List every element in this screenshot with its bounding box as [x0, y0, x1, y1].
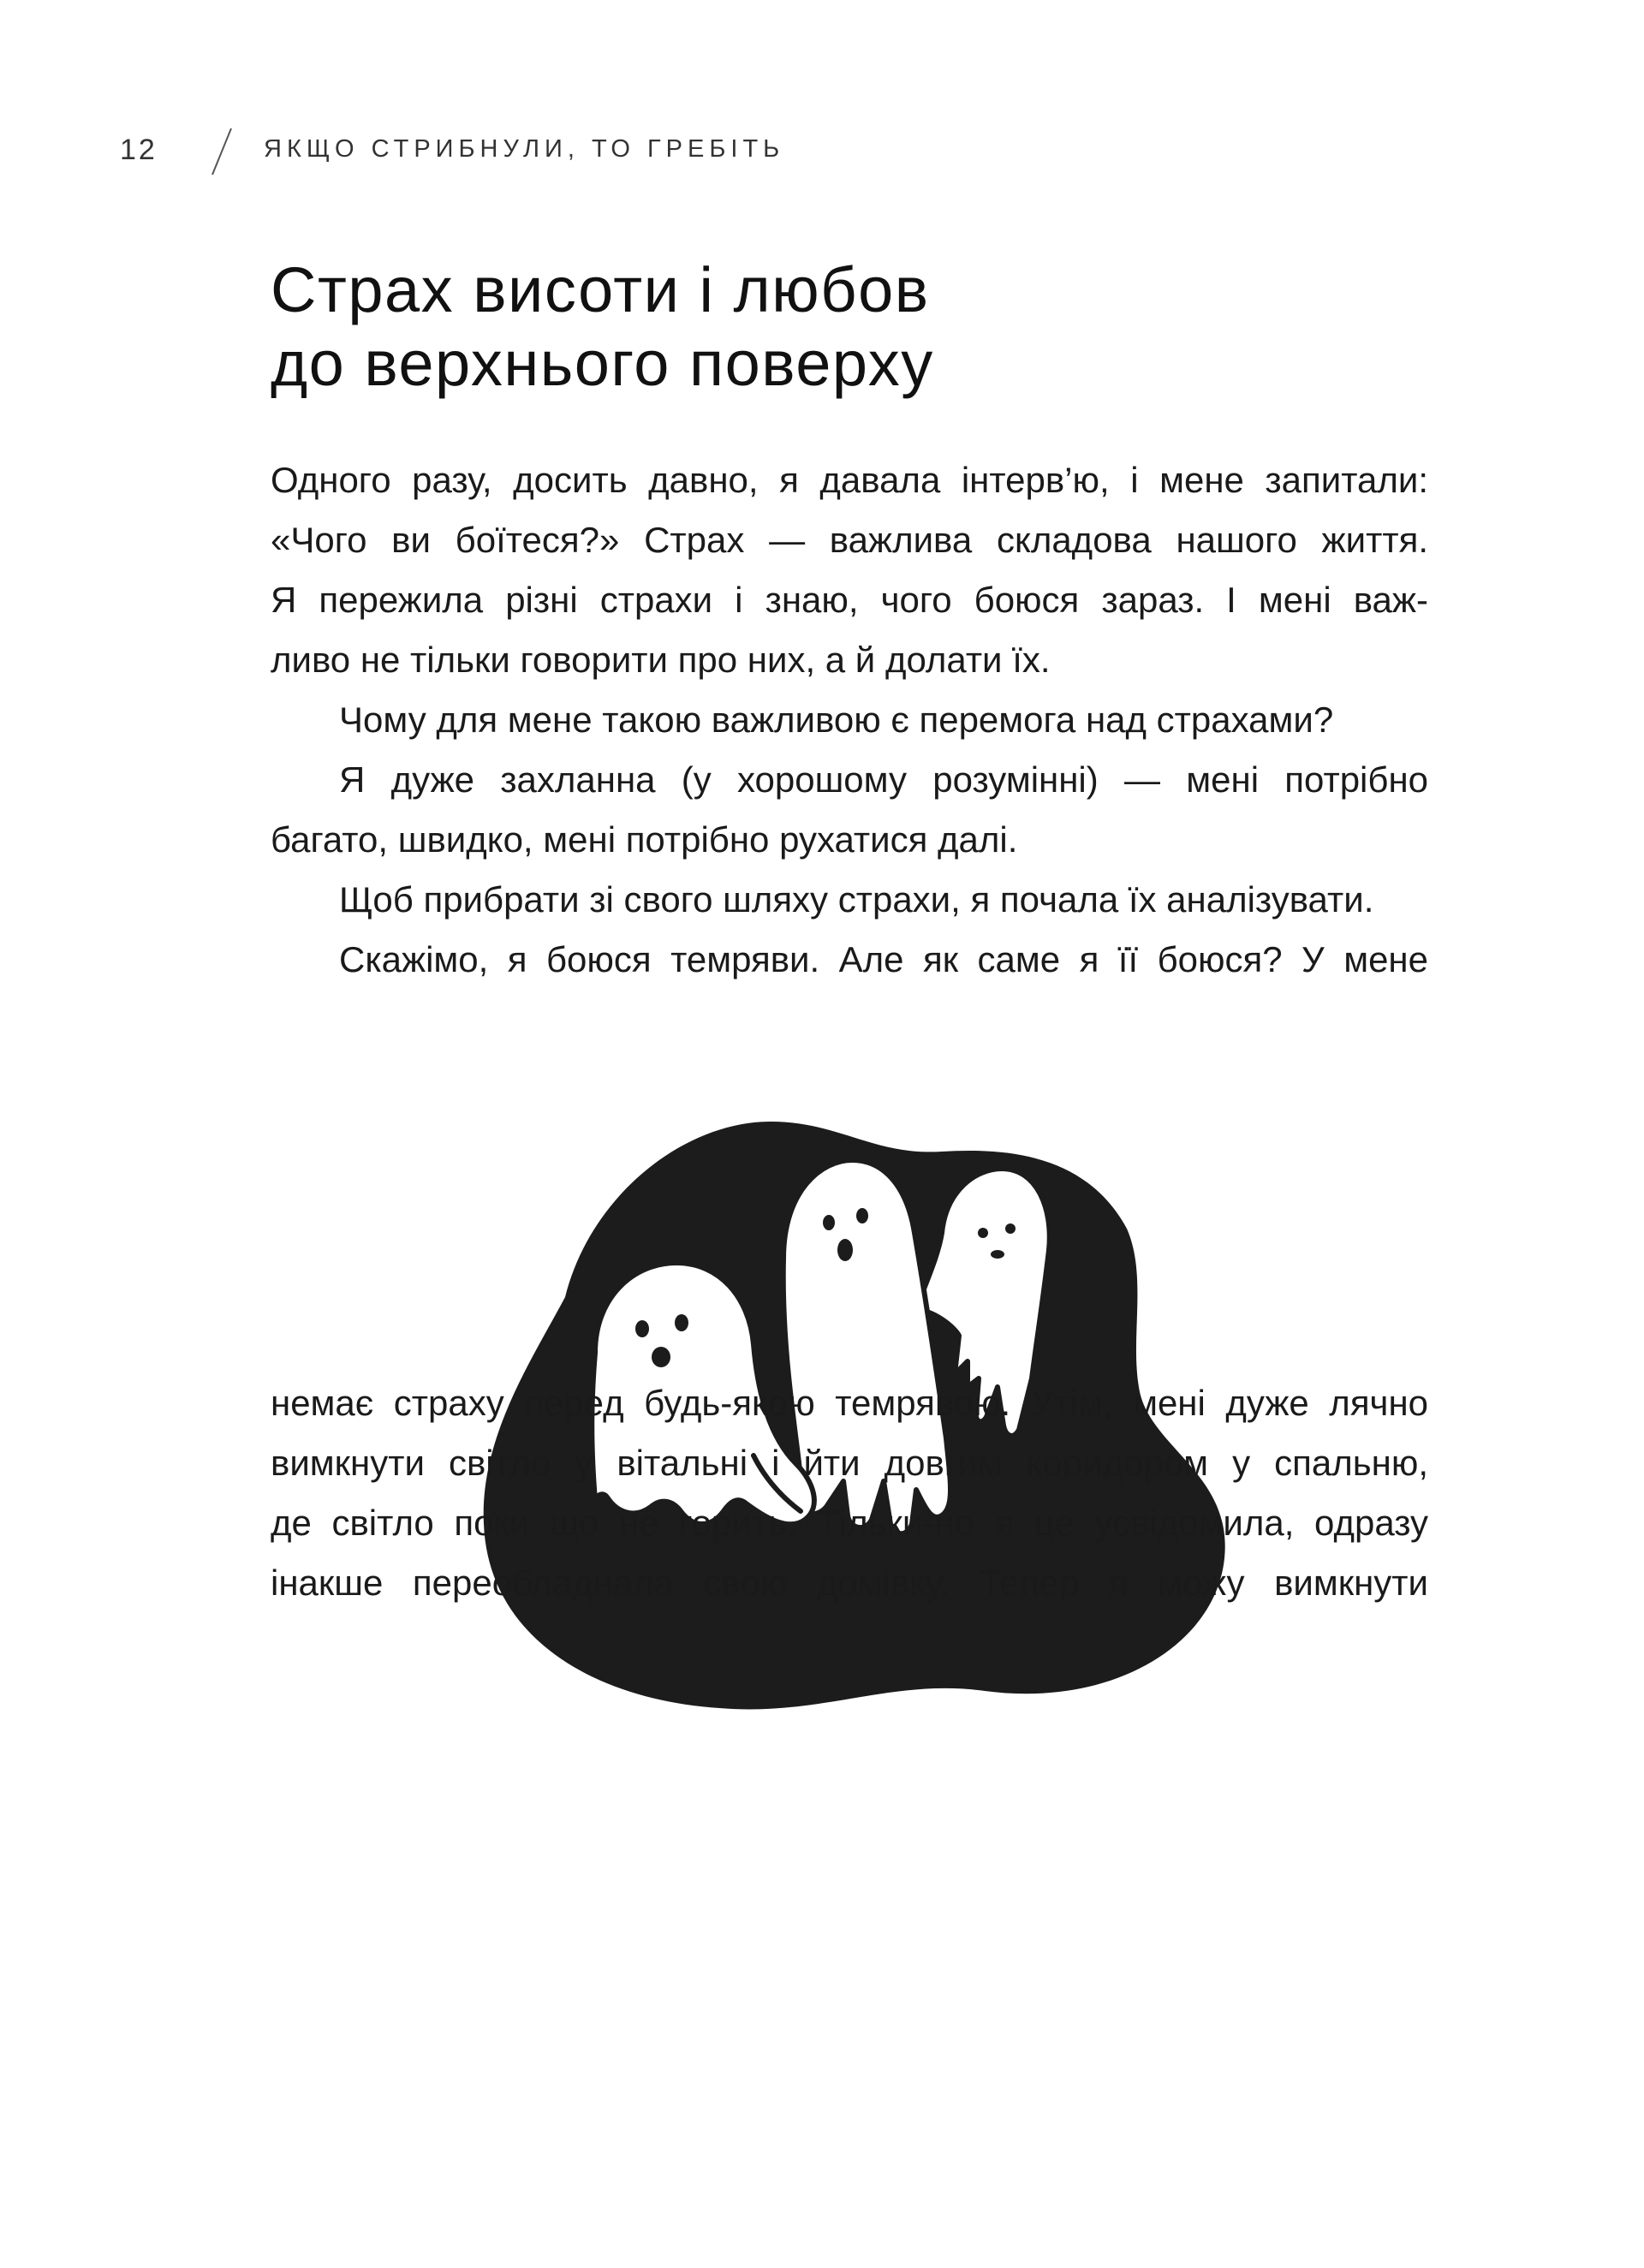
page-number: 12 — [120, 134, 158, 166]
ghost-eye — [1005, 1223, 1016, 1234]
text-line: багато, швидко, мені потрібно рухатися далі. — [271, 819, 1018, 860]
text-line: Я дуже захланна (у хорошому розумінні) — мені потрібно — [339, 759, 1428, 800]
text-line: Скажімо, я боюся темряви. Але як саме я її боюся? У мене — [339, 939, 1428, 979]
text-line: Одного разу, досить давно, я давала інтерв’ю, і мене запитали: — [271, 460, 1428, 500]
running-header — [120, 127, 1576, 178]
ghost-mouth — [652, 1347, 670, 1367]
ghost-mouth — [991, 1250, 1004, 1259]
ghost-eye — [978, 1228, 988, 1238]
ghost-mouth — [837, 1239, 853, 1261]
ghost-eye — [635, 1320, 649, 1337]
text-line: ливо не тільки говорити про них, а й долати їх. — [271, 640, 1051, 680]
ghost-eye — [675, 1314, 688, 1331]
text-line: Я пережила різні страхи і знаю, чого боюся зараз. І мені важ- — [271, 580, 1428, 620]
ghost-eye — [823, 1215, 835, 1230]
text-line: вимкнути світло у вітальні і йти довгим коридором у спальню, — [271, 1443, 1428, 1483]
text-line: де світло поки що не горить. Тільки-но я це усвідомила, одразу — [271, 1503, 1428, 1543]
body-text-bottom — [271, 1373, 1428, 1613]
chapter-title — [271, 253, 1486, 401]
running-title: ЯКЩО СТРИБНУЛИ, ТО ГРЕБІТЬ — [264, 135, 785, 163]
body-text-top — [271, 450, 1428, 990]
text-line: Щоб прибрати зі свого шляху страхи, я почала їх аналізувати. — [339, 879, 1374, 920]
header-divider-slash — [206, 127, 240, 178]
text-line: Чому для мене такою важливою є перемога над страхами? — [339, 699, 1334, 740]
text-line: «Чого ви боїтеся?» Страх — важлива складова нашого життя. — [271, 520, 1428, 560]
chapter-title-line: до верхнього поверху — [271, 328, 934, 399]
chapter-title-line: Страх висоти і любов — [271, 254, 930, 325]
text-line: інакше переобладнала свою домівку. Тепер я можу вимкнути — [271, 1563, 1428, 1603]
ghost-eye — [856, 1208, 868, 1223]
text-line: немає страху перед будь-якою темрявою. Утім, мені дуже лячно — [271, 1383, 1428, 1423]
